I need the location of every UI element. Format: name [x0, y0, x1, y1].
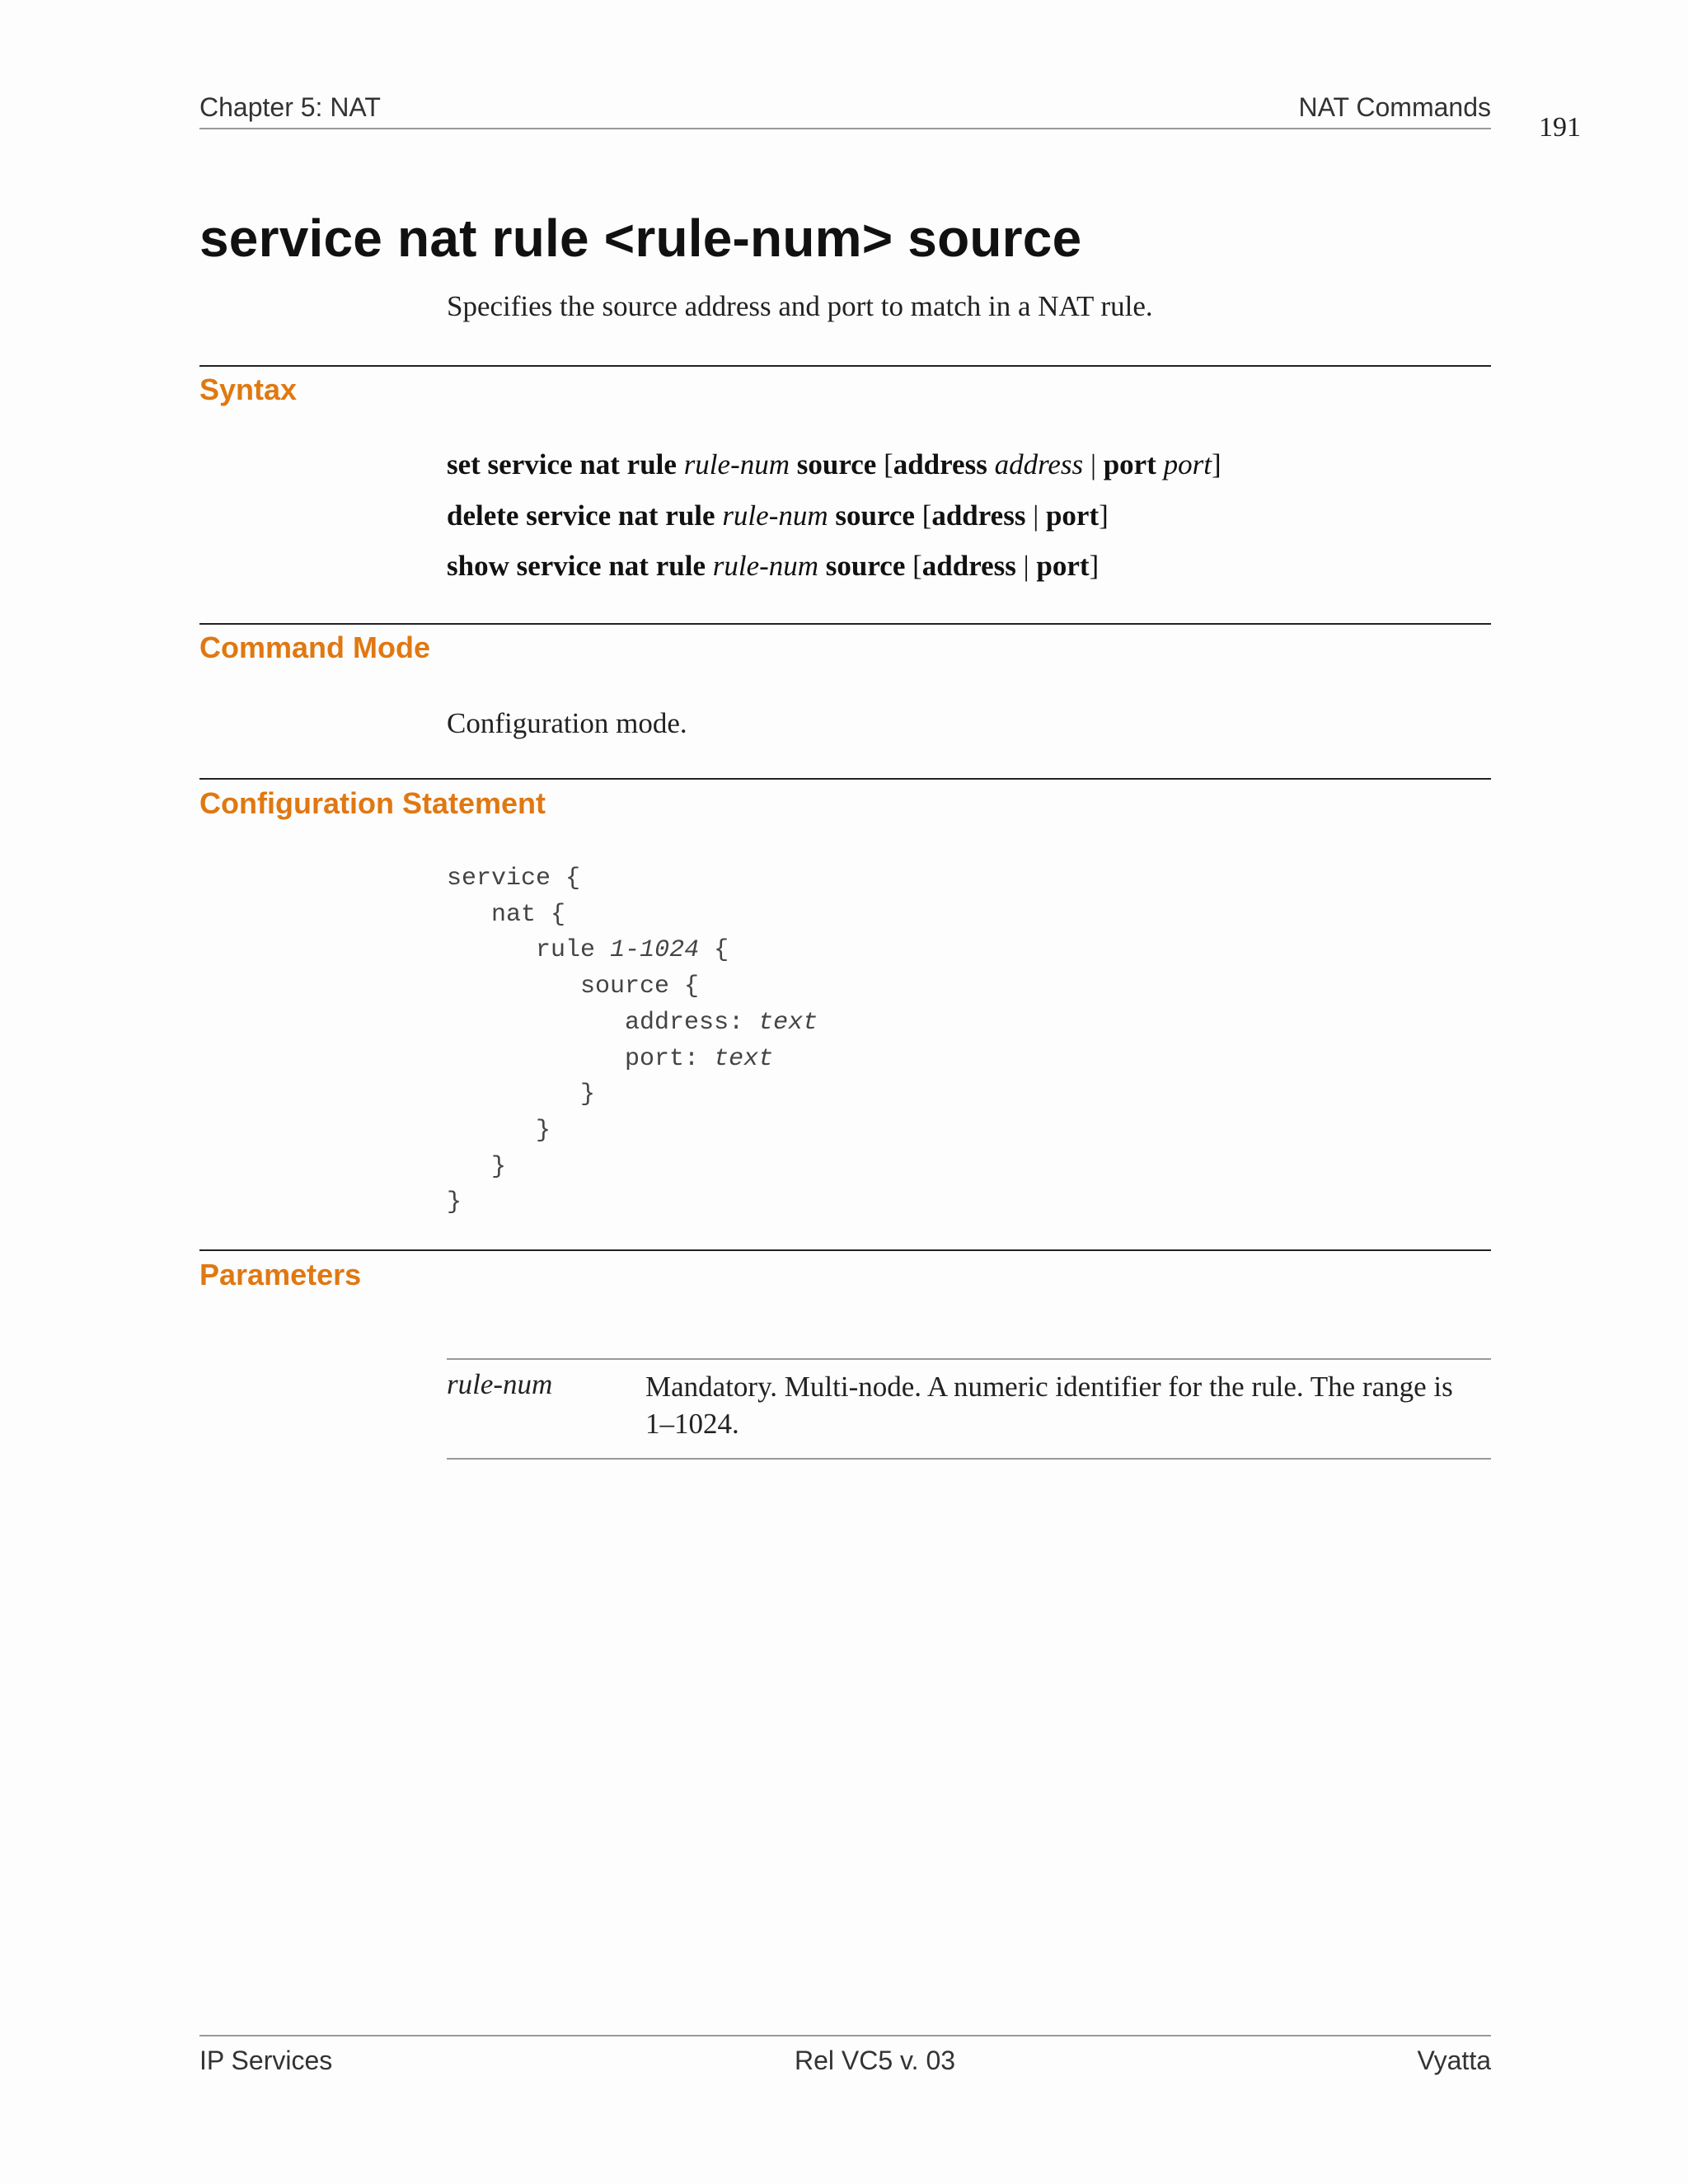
- footer-center: Rel VC5 v. 03: [795, 2046, 956, 2075]
- parameters-heading: Parameters: [199, 1258, 362, 1291]
- footer-left: IP Services: [199, 2046, 333, 2075]
- parameter-name: rule-num: [447, 1368, 553, 1400]
- command-mode-text: Configuration mode.: [447, 707, 687, 739]
- chapter-header: Chapter 5: NAT: [199, 92, 381, 122]
- command-mode-heading: Command Mode: [199, 630, 431, 664]
- section-divider: [199, 623, 1491, 625]
- section-header: NAT Commands: [1298, 92, 1491, 122]
- parameters-table-top-rule: [447, 1358, 1491, 1360]
- section-divider: [199, 778, 1491, 780]
- section-divider: [199, 1249, 1491, 1251]
- page-number: 191: [1539, 112, 1581, 143]
- page-title: service nat rule <rule-num> source: [199, 209, 1082, 268]
- footer-right: Vyatta: [1417, 2046, 1491, 2075]
- configuration-code-block: service { nat { rule 1-1024 { source { address: text port: text } } } }: [447, 865, 818, 1217]
- command-description: Specifies the source address and port to match in a NAT rule.: [447, 290, 1153, 322]
- footer-rule: [199, 2035, 1491, 2036]
- header-rule: [199, 128, 1491, 129]
- configuration-statement-heading: Configuration Statement: [199, 786, 546, 820]
- syntax-set: set service nat rule rule-num source [address address | port port]: [447, 448, 1221, 480]
- section-divider: [199, 365, 1491, 367]
- syntax-show: show service nat rule rule-num source [address | port]: [447, 550, 1100, 582]
- syntax-delete: delete service nat rule rule-num source [address | port]: [447, 499, 1109, 532]
- parameter-description: Mandatory. Multi-node. A numeric identifier for the rule. The range is 1–1024.: [645, 1371, 1453, 1440]
- parameters-table-bottom-rule: [447, 1458, 1491, 1460]
- syntax-heading: Syntax: [199, 373, 298, 406]
